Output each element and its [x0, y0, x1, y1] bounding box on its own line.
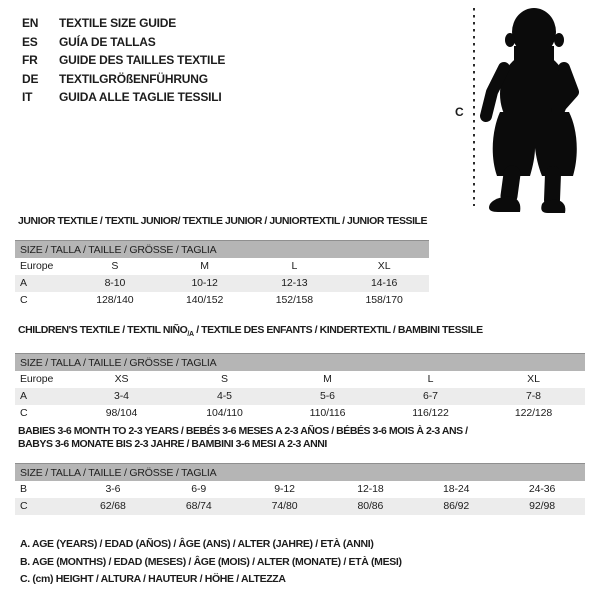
- table-cell: L: [427, 373, 434, 386]
- table-cell: 3-6: [105, 483, 121, 495]
- language-row: [22, 70, 225, 89]
- table-cell: 7-8: [526, 390, 541, 403]
- language-code: DE: [22, 71, 39, 86]
- table-cell: XL: [377, 260, 391, 272]
- table-row: [15, 292, 429, 309]
- row-label: C: [20, 294, 28, 306]
- language-label: GUÍA DE TALLAS: [59, 34, 156, 49]
- table-cell: 116/122: [412, 407, 449, 420]
- table-row: [15, 275, 429, 292]
- table-row: [15, 258, 429, 275]
- section-title-part: /A: [187, 331, 194, 339]
- section-babies: [15, 425, 587, 515]
- size-header-bar: SIZE / TALLA / TAILLE / GRÖSSE / TAGLIA: [15, 463, 585, 481]
- footnote-line: C. (cm) HEIGHT / ALTURA / HAUTEUR / HÖHE / ALTEZZA: [20, 573, 286, 585]
- table-cell: 158/170: [365, 294, 403, 306]
- language-row: [22, 88, 225, 107]
- language-code: FR: [22, 53, 38, 67]
- table-cell: XS: [114, 373, 129, 386]
- table-cell: S: [221, 373, 228, 386]
- table-cell: XL: [527, 373, 540, 386]
- footnote-line: B. AGE (MONTHS) / EDAD (MESES) / ÂGE (MOIS) / ALTER (MONATE) / ETÀ (MESI): [20, 555, 402, 568]
- language-row: [22, 33, 225, 52]
- table-row: [15, 405, 585, 422]
- language-code: IT: [22, 90, 33, 104]
- footnote-line: A. AGE (YEARS) / EDAD (AÑOS) / ÂGE (ANS) / ALTER (JAHRE) / ETÀ (ANNI): [20, 538, 374, 550]
- section-title: [15, 425, 587, 451]
- table-cell: 86/92: [443, 500, 470, 512]
- table-cell: 6-7: [423, 390, 438, 403]
- table-cell: 18-24: [443, 483, 470, 495]
- size-header-bar: SIZE / TALLA / TAILLE / GRÖSSE / TAGLIA: [15, 353, 585, 371]
- table-row: [15, 388, 585, 405]
- row-label: C: [20, 500, 28, 512]
- table-cell: 122/128: [514, 407, 553, 420]
- table-cell: 80/86: [357, 500, 384, 512]
- row-label: Europe: [20, 260, 54, 272]
- language-code: EN: [22, 16, 39, 30]
- section-title-line: [18, 438, 587, 451]
- size-table-body: [15, 481, 587, 515]
- language-label: GUIDA ALLE TAGLIE TESSILI: [59, 90, 222, 104]
- section-title-part: BABYS 3-6 MONATE BIS 2-3 JAHRE / BAMBINI 3-6 MESI A 2-3 ANNI: [18, 438, 327, 450]
- language-row: [22, 14, 225, 33]
- table-cell: 14-16: [370, 277, 398, 289]
- row-label: A: [20, 390, 27, 403]
- table-row: [15, 481, 585, 498]
- baby-figure-svg: [452, 4, 596, 218]
- size-table-body: [15, 371, 587, 422]
- row-label: A: [20, 277, 27, 289]
- table-cell: 98/104: [105, 407, 138, 420]
- table-cell: 10-12: [191, 277, 218, 289]
- section-title-line: [18, 425, 587, 438]
- table-cell: 12-18: [357, 483, 384, 495]
- baby-height-figure: [452, 4, 596, 218]
- table-cell: 24-36: [528, 483, 556, 495]
- language-label: GUIDE DES TAILLES TEXTILE: [59, 53, 226, 67]
- row-label: C: [20, 407, 28, 420]
- table-cell: 8-10: [104, 277, 126, 289]
- language-list: [22, 14, 225, 107]
- size-header-bar: SIZE / TALLA / TAILLE / GRÖSSE / TAGLIA: [15, 240, 429, 258]
- language-label: TEXTILE SIZE GUIDE: [59, 16, 177, 30]
- table-cell: 12-13: [281, 277, 308, 289]
- table-cell: 5-6: [320, 390, 335, 403]
- table-cell: 92/98: [529, 500, 555, 512]
- section-children: [15, 324, 587, 422]
- table-cell: 62/68: [100, 500, 126, 512]
- language-row: [22, 51, 225, 70]
- table-cell: 110/116: [309, 407, 346, 420]
- section-title-line: [18, 215, 587, 228]
- table-cell: 3-4: [114, 390, 129, 403]
- section-title-line: [18, 324, 587, 341]
- table-cell: 140/152: [185, 294, 224, 306]
- table-cell: 68/74: [185, 500, 212, 512]
- height-label: C: [455, 105, 464, 119]
- baby-silhouette-icon: [486, 8, 577, 213]
- language-code: ES: [22, 34, 38, 49]
- size-table-body: [15, 258, 587, 309]
- table-row: [15, 371, 585, 388]
- footnotes: [20, 536, 402, 589]
- table-cell: 104/110: [206, 407, 243, 420]
- table-cell: 74/80: [271, 500, 298, 512]
- row-label: Europe: [20, 373, 54, 386]
- table-cell: M: [323, 373, 332, 386]
- section-title: [15, 324, 587, 341]
- section-title-part: BABIES 3-6 MONTH TO 2-3 YEARS / BEBÉS 3-6 MESES A 2-3 AÑOS / BÉBÉS 3-6 MOIS À 2-3 ANS /: [18, 425, 468, 437]
- language-label: TEXTILGRÖßENFÜHRUNG: [59, 71, 208, 86]
- table-cell: L: [291, 260, 298, 272]
- table-cell: 9-12: [274, 483, 295, 495]
- row-label: B: [20, 483, 27, 495]
- table-cell: 152/158: [275, 294, 313, 306]
- table-cell: 128/140: [96, 294, 134, 306]
- section-junior: [15, 215, 587, 309]
- section-title-part: / TEXTILE DES ENFANTS / KINDERTEXTIL / BAMBINI TESSILE: [193, 324, 483, 336]
- section-title-part: JUNIOR TEXTILE / TEXTIL JUNIOR/ TEXTILE JUNIOR / JUNIORTEXTIL / JUNIOR TESSILE: [18, 215, 428, 227]
- table-row: [15, 498, 585, 515]
- section-title-part: CHILDREN'S TEXTILE / TEXTIL NIÑO: [18, 324, 188, 336]
- table-cell: S: [111, 260, 119, 272]
- table-cell: 4-5: [217, 390, 232, 403]
- table-cell: M: [200, 260, 209, 272]
- table-cell: 6-9: [191, 483, 207, 495]
- section-title: [15, 215, 587, 228]
